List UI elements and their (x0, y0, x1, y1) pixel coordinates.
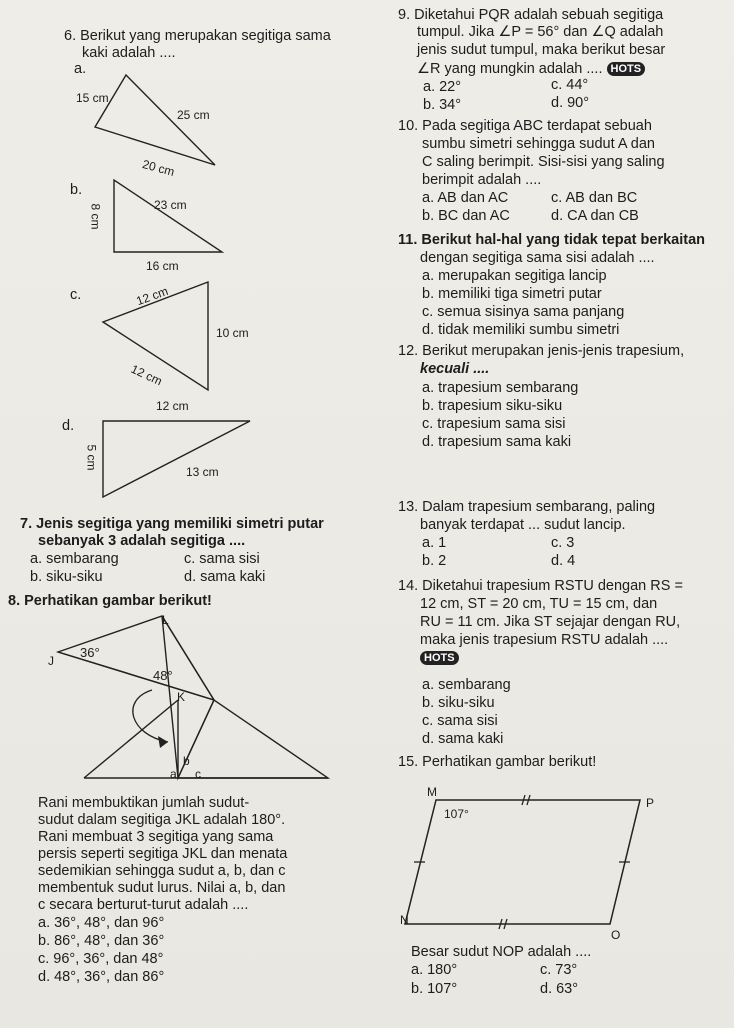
q12-option-b: b. trapesium siku-siku (422, 398, 563, 414)
q15-angle-m: 107° (444, 807, 469, 821)
q6-b-side3: 16 cm (146, 259, 179, 273)
q15-vertex-n: N (400, 913, 409, 927)
q9-line1: 9. Diketahui PQR adalah sebuah segitiga (398, 7, 664, 23)
q8-option-c: c. 96°, 36°, dan 48° (38, 951, 164, 967)
q12-option-d: d. trapesium sama kaki (422, 434, 572, 450)
q6-c-side1: 12 cm (134, 283, 170, 309)
q6-d-side2: 13 cm (186, 465, 219, 479)
q9-line4: ∠R yang mungkin adalah .... HOTS (417, 61, 645, 78)
q9-line2: tumpul. Jika ∠P = 56° dan ∠Q adalah (417, 24, 664, 40)
q13-option-c: c. 3 (551, 535, 575, 551)
q6-b-side2: 8 cm (88, 203, 103, 230)
q8-paragraph-2: sudut dalam segitiga JKL adalah 180°. (38, 812, 286, 828)
q13-option-a: a. 1 (422, 535, 447, 551)
q8-paragraph-7: c secara berturut-turut adalah .... (38, 897, 249, 913)
q11-option-a: a. merupakan segitiga lancip (422, 268, 607, 284)
q10-option-a: a. AB dan AC (422, 190, 509, 206)
q6-c-side3: 12 cm (128, 361, 165, 389)
q9-option-a: a. 22° (423, 79, 462, 95)
q8-angle-j: 36° (80, 645, 100, 660)
q8-option-b: b. 86°, 48°, dan 36° (38, 933, 165, 949)
q10-line4: berimpit adalah .... (422, 172, 542, 188)
q6-d-side1: 5 cm (84, 444, 99, 471)
q6-a-side2: 25 cm (177, 108, 210, 122)
q8-angle-a: a (170, 767, 177, 781)
q6-title-line2: kaki adalah .... (82, 45, 176, 61)
q9-option-b: b. 34° (423, 97, 462, 113)
q13-line1: 13. Dalam trapesium sembarang, paling (398, 499, 656, 515)
q8-paragraph-5: sedemikian sehingga sudut a, b, dan c (38, 863, 286, 879)
q11-line1: 11. Berikut hal-hal yang tidak tepat berkaitan (398, 232, 706, 248)
q12-option-a: a. trapesium sembarang (422, 380, 579, 396)
q6-option-c-label: c. (70, 287, 82, 303)
q12-line1: 12. Berikut merupakan jenis-jenis trapesium, (398, 343, 685, 359)
q15-option-c: c. 73° (540, 962, 578, 978)
q8-paragraph-3: Rani membuat 3 segitiga yang sama (38, 829, 274, 845)
q15-vertex-m: M (427, 785, 437, 799)
q14-line2: 12 cm, ST = 20 cm, TU = 15 cm, dan (420, 596, 658, 612)
q8-vertex-j: J (48, 654, 54, 668)
q12-option-c: c. trapesium sama sisi (422, 416, 566, 432)
q14-hots-badge: HOTS (420, 651, 459, 665)
q15-option-b: b. 107° (411, 981, 458, 997)
q8-angle-l: 48° (153, 668, 173, 683)
q11-option-b: b. memiliki tiga simetri putar (422, 286, 602, 302)
q6-option-d-label: d. (62, 418, 75, 434)
q12-line2: kecuali .... (420, 361, 490, 377)
q14-line4: maka jenis trapesium RSTU adalah .... (420, 632, 669, 648)
q15-option-a: a. 180° (411, 962, 458, 978)
q9-option-c: c. 44° (551, 77, 589, 93)
q10-option-b: b. BC dan AC (422, 208, 510, 224)
q14-line1: 14. Diketahui trapesium RSTU dengan RS = (398, 578, 683, 594)
q8-angle-c: c (195, 767, 201, 781)
q15-question: Besar sudut NOP adalah .... (411, 944, 592, 960)
q7-title: 7. Jenis segitiga yang memiliki simetri putar (20, 516, 324, 532)
q13-option-d: d. 4 (551, 553, 576, 569)
q15-vertex-p: P (646, 796, 655, 810)
q11-option-d: d. tidak memiliki sumbu simetri (422, 322, 620, 338)
q14-line3: RU = 11 cm. Jika ST sejajar dengan RU, (420, 614, 681, 630)
q7-option-a: a. sembarang (30, 551, 119, 567)
q10-line2: sumbu simetri sehingga sudut A dan (422, 136, 655, 152)
q10-option-c: c. AB dan BC (551, 190, 638, 206)
q8-paragraph-1: Rani membuktikan jumlah sudut- (38, 795, 250, 811)
q6-title: 6. Berikut yang merupakan segitiga sama (64, 28, 331, 44)
q6-option-a-label: a. (74, 61, 87, 77)
q8-title: 8. Perhatikan gambar berikut! (8, 593, 212, 609)
q11-line2: dengan segitiga sama sisi adalah .... (420, 250, 655, 266)
q15-option-d: d. 63° (540, 981, 579, 997)
q8-vertex-l: L (162, 613, 169, 627)
q6-c-side2: 10 cm (216, 326, 249, 340)
q13-option-b: b. 2 (422, 553, 447, 569)
q11-option-c: c. semua sisinya sama panjang (422, 304, 625, 320)
q6-option-b-label: b. (70, 182, 83, 198)
q6-a-side3: 20 cm (140, 157, 177, 180)
q14-option-a: a. sembarang (422, 677, 511, 693)
q6-b-side1: 23 cm (154, 198, 187, 212)
q8-option-d: d. 48°, 36°, dan 86° (38, 969, 165, 985)
q8-paragraph-4: persis seperti segitiga JKL dan menata (38, 846, 288, 862)
q8-paragraph-6: membentuk sudut lurus. Nilai a, b, dan (38, 880, 286, 896)
q8-vertex-k: K (177, 690, 186, 704)
q15-line1: 15. Perhatikan gambar berikut! (398, 754, 597, 770)
q7-title-line2: sebanyak 3 adalah segitiga .... (38, 533, 246, 549)
q14-option-b: b. siku-siku (422, 695, 495, 711)
q13-line2: banyak terdapat ... sudut lancip. (420, 517, 626, 533)
q15-vertex-o: O (611, 928, 621, 942)
q9-option-d: d. 90° (551, 95, 590, 111)
q14-option-c: c. sama sisi (422, 713, 498, 729)
q10-line3: C saling berimpit. Sisi-sisi yang saling (422, 154, 665, 170)
q9-hots-badge: HOTS (607, 62, 646, 76)
q8-angle-b: b (183, 754, 190, 768)
q7-option-b: b. siku-siku (30, 569, 103, 585)
q6-a-side1: 15 cm (76, 91, 109, 105)
q6-c-side4: 12 cm (156, 399, 189, 413)
q8-option-a: a. 36°, 48°, dan 96° (38, 915, 165, 931)
q10-option-d: d. CA dan CB (551, 208, 639, 224)
q10-line1: 10. Pada segitiga ABC terdapat sebuah (398, 118, 652, 134)
q7-option-d: d. sama kaki (184, 569, 266, 585)
q9-line3: jenis sudut tumpul, maka berikut besar (417, 42, 666, 58)
q7-option-c: c. sama sisi (184, 551, 260, 567)
q14-option-d: d. sama kaki (422, 731, 504, 747)
